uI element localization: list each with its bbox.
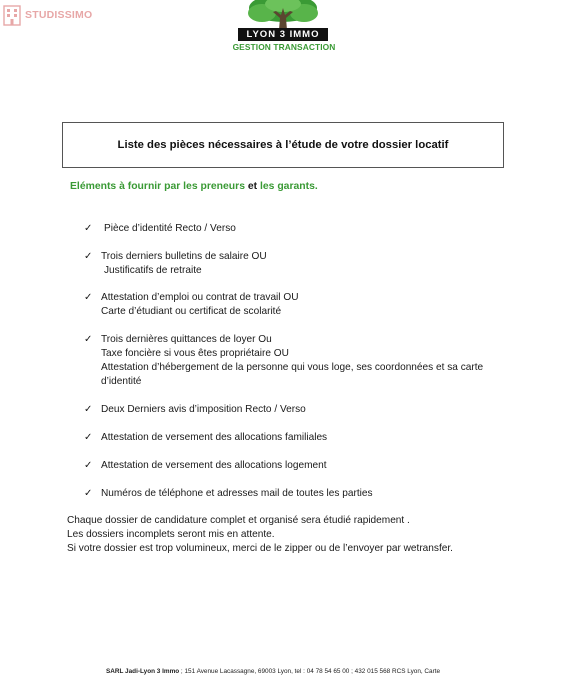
checkmark-icon: ✓ [84, 460, 93, 471]
checklist-item-line: Attestation d’hébergement de la personne qui vous loge, ses coordonnées et sa carte [101, 362, 484, 373]
checklist-item [84, 459, 327, 473]
checkmark-icon: ✓ [84, 404, 93, 415]
checkmark-icon: ✓ [84, 432, 93, 443]
checklist-item-line: Numéros de téléphone et adresses mail de toutes les parties [101, 488, 373, 499]
checklist-item [84, 291, 299, 319]
company-logo [232, 0, 336, 56]
closing-line: Les dossiers incomplets seront mis en attente. [67, 529, 275, 540]
logo-subtitle: GESTION TRANSACTION [232, 42, 336, 52]
checkmark-icon: ✓ [84, 292, 93, 303]
checklist-item [84, 487, 373, 501]
checkmark-icon: ✓ [84, 251, 93, 262]
watermark-brand: STUDISSIMO [25, 9, 93, 21]
checkmark-icon: ✓ [84, 334, 93, 345]
checklist-item-line: Carte d’étudiant ou certificat de scolarité [101, 306, 282, 317]
intro-line [70, 181, 318, 192]
page-footer [106, 668, 440, 675]
checklist-item [84, 250, 267, 278]
checklist-item-line: Trois dernières quittances de loyer Ou [101, 334, 272, 345]
checklist-item-line: Pièce d’identité Recto / Verso [104, 223, 236, 234]
footer-details: ; 151 Avenue Lacassagne, 69003 Lyon, tel : 04 78 54 65 00 ; 432 015 568 RCS Lyon, Carte [179, 668, 441, 675]
checklist-item [84, 333, 483, 389]
checklist-item-line: d’identité [101, 376, 142, 387]
checkmark-icon: ✓ [84, 488, 93, 499]
building-icon [2, 4, 22, 26]
checklist-item-line: Deux Derniers avis d’imposition Recto / Verso [101, 404, 306, 415]
closing-line: Chaque dossier de candidature complet et organisé sera étudié rapidement . [67, 515, 410, 526]
checkmark-icon: ✓ [84, 223, 93, 234]
checklist-item-line: Justificatifs de retraite [104, 265, 202, 276]
closing-paragraph [67, 514, 453, 556]
checklist-item-line: Attestation de versement des allocations logement [101, 460, 327, 471]
intro-preneurs: Eléments à fournir par les preneurs [70, 181, 245, 192]
document-title: Liste des pièces nécessaires à l’étude de votre dossier locatif [117, 139, 449, 151]
checklist-item-line: Attestation de versement des allocations familiales [101, 432, 328, 443]
checklist-item-line: Attestation d’emploi ou contrat de travail OU [101, 292, 299, 303]
studissimo-watermark [2, 4, 92, 26]
closing-line: Si votre dossier est trop volumineux, merci de le zipper ou de l’envoyer par wetransfer. [67, 543, 453, 554]
checklist-item [84, 222, 236, 236]
document-title-box [62, 122, 504, 168]
checklist-item [84, 431, 327, 445]
checklist-item-line: Taxe foncière si vous êtes propriétaire OU [101, 348, 289, 359]
footer-company: SARL Jadi-Lyon 3 Immo [106, 668, 180, 675]
intro-garants: les garants. [259, 181, 318, 192]
intro-connector: et [244, 181, 260, 192]
tree-icon [240, 0, 326, 30]
logo-badge: LYON 3 IMMO [238, 28, 328, 41]
checklist-item [84, 403, 306, 417]
checklist-item-line: Trois derniers bulletins de salaire OU [101, 251, 267, 262]
